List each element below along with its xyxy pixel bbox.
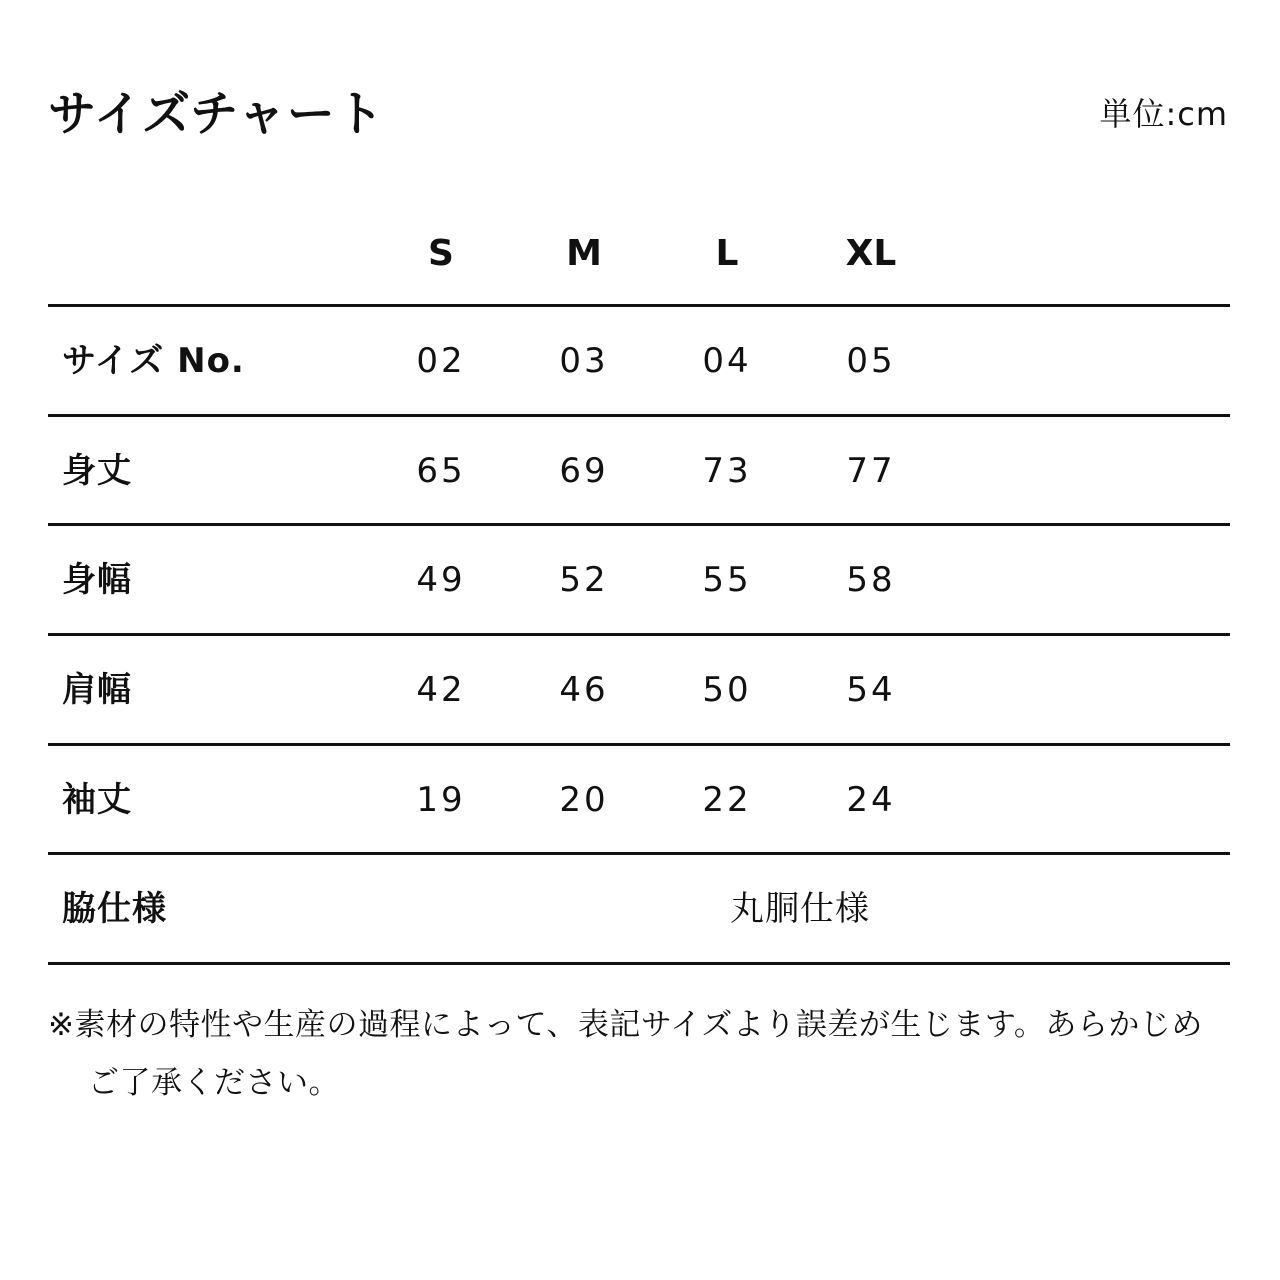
table-cell: 03: [559, 341, 609, 381]
table-row-shoulder-width: [48, 637, 1230, 743]
row-label: 袖丈: [62, 780, 132, 820]
column-header-s: S: [428, 233, 454, 274]
table-cell: 02: [416, 341, 466, 381]
page-title: サイズチャート: [48, 86, 385, 142]
table-cell: 04: [702, 341, 752, 381]
table-cell: 58: [846, 560, 896, 600]
table-cell: 55: [702, 560, 752, 600]
table-cell: 46: [559, 670, 609, 710]
table-row-body-width: [48, 527, 1230, 633]
table-divider: [48, 962, 1230, 965]
disclaimer-note: ※素材の特性や生産の過程によって、表記サイズより誤差が生じます。あらかじめご了承ください。: [48, 1007, 1203, 1101]
row-label: サイズ No.: [62, 341, 245, 381]
table-divider: [48, 523, 1230, 526]
table-row-size-no: [48, 308, 1230, 414]
row-label: 肩幅: [62, 670, 132, 710]
table-cell: 77: [846, 451, 896, 491]
table-cell: 50: [702, 670, 752, 710]
table-row-side-spec: [48, 856, 1230, 962]
unit-label: 単位:cm: [1099, 95, 1228, 133]
table-divider: [48, 414, 1230, 417]
table-cell: 73: [702, 451, 752, 491]
side-spec-value: 丸胴仕様: [730, 889, 870, 929]
table-divider: [48, 633, 1230, 636]
table-cell: 54: [846, 670, 896, 710]
column-header-l: L: [715, 233, 739, 274]
table-cell: 49: [416, 560, 466, 600]
table-divider: [48, 852, 1230, 855]
row-label: 身幅: [62, 560, 132, 600]
table-cell: 22: [702, 780, 752, 820]
table-divider: [48, 743, 1230, 746]
column-header-m: M: [566, 233, 602, 274]
table-cell: 69: [559, 451, 609, 491]
table-header-row: [48, 222, 1230, 286]
table-cell: 24: [846, 780, 896, 820]
table-row-body-length: [48, 418, 1230, 524]
table-cell: 65: [416, 451, 466, 491]
table-cell: 20: [559, 780, 609, 820]
table-row-sleeve-length: [48, 747, 1230, 853]
row-label: 身丈: [62, 451, 132, 491]
table-cell: 42: [416, 670, 466, 710]
table-cell: 05: [846, 341, 896, 381]
column-header-xl: XL: [845, 233, 897, 274]
table-divider: [48, 304, 1230, 307]
table-cell: 52: [559, 560, 609, 600]
row-label: 脇仕様: [62, 889, 167, 929]
table-cell: 19: [416, 780, 466, 820]
